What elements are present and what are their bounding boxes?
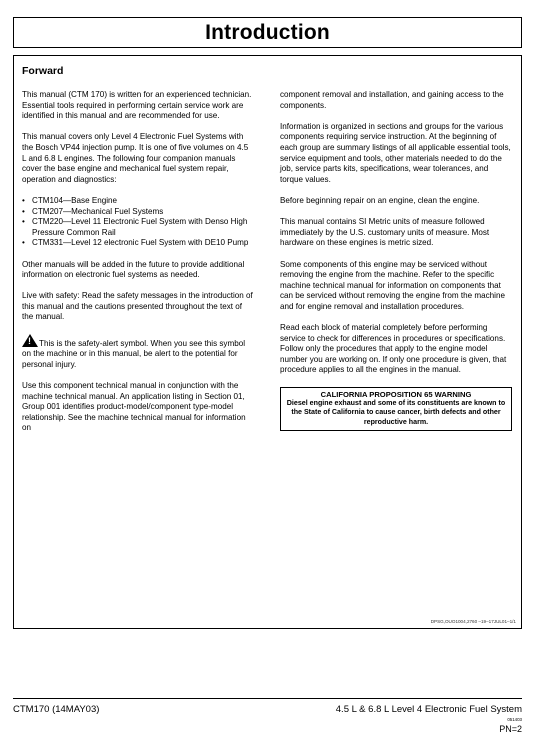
warning-title: CALIFORNIA PROPOSITION 65 WARNING (320, 389, 472, 399)
paragraph: This manual (CTM 170) is written for an experienced technician. Essential tools required in performing certain service work are identified in this manual and are recommended for use. (22, 90, 252, 121)
paragraph: Use this component technical manual in conjunction with the machine technical manual. An application listing in Section 01, Group 001 identifies product-model/component type-model relationship. See the machine technical manual for information on (22, 381, 246, 433)
safety-alert-icon (22, 334, 38, 347)
footer-manual-id: CTM170 (14MAY03) (13, 704, 100, 715)
paragraph: Before beginning repair on an engine, clean the engine. (280, 195, 480, 205)
content-box (13, 55, 522, 629)
companion-manuals-list (22, 196, 254, 249)
proposition-65-warning (280, 387, 512, 431)
bullet-icon: • (22, 206, 25, 216)
bullet-icon: • (22, 195, 25, 205)
paragraph: This manual covers only Level 4 Electronic Fuel Systems with the Bosch VP44 injection pump. It is one of five volumes on 4.5 L and 6.8 L engines. The following four companion manuals cover the base engine and mechanical fuel system repair, operation and diagnostics: (22, 132, 249, 184)
title-box (13, 17, 522, 48)
footer-divider (13, 698, 522, 699)
document-reference: DPSG,OUO1004,2760 –19–17JUL01–1/1 (430, 619, 516, 624)
list-item: • CTM104—Base Engine (22, 195, 118, 205)
right-column (280, 90, 512, 431)
left-column (22, 90, 254, 445)
footer-code: 051403 (507, 717, 522, 722)
page-number: PN=2 (499, 724, 522, 734)
list-item: • CTM207—Mechanical Fuel Systems (22, 206, 164, 216)
bullet-icon: • (22, 238, 25, 248)
paragraph: Live with safety: Read the safety messages in the introduction of this manual and the cautions presented throughout the text of the manual. (22, 291, 253, 322)
paragraph: Other manuals will be added in the future to provide additional information on electronic fuel systems as needed. (22, 259, 245, 280)
bullet-icon: • (22, 217, 25, 227)
warning-text: Diesel engine exhaust and some of its constituents are known to the State of California to cause cancer, birth defects and other reproductive harm. (286, 398, 506, 426)
safety-alert-paragraph: !This is the safety-alert symbol. When you see this symbol on the machine or in this manual, be alert to the potential for personal injury. (22, 334, 254, 371)
paragraph: This manual contains SI Metric units of measure followed immediately by the U.S. customary units of measure. Most hardware on these engines is metric sized. (280, 217, 490, 248)
page-title: Introduction (205, 20, 330, 44)
paragraph: Information is organized in sections and groups for the various components requiring service instruction. At the beginning of each group are summary listings of all applicable essential tools, service equipment and tools, other materials needed to do the job, service parts kits, specifications, wear tolerances, and torque values. (280, 121, 511, 184)
section-heading: Forward (22, 65, 64, 77)
paragraph: component removal and installation, and gaining access to the components. (280, 90, 504, 110)
list-item: • CTM331—Level 12 electronic Fuel System with DE10 Pump (22, 238, 249, 248)
list-item: • CTM220—Level 11 Electronic Fuel System with Denso High Pressure Common Rail (22, 217, 248, 237)
paragraph: Read each block of material completely before performing service to check for differences in procedures or specifications. Follow only the procedures that apply to the engine model number you are working on. If only one procedure is given, that procedure applies to all the engines in the manual. (280, 323, 507, 375)
paragraph: Some components of this engine may be serviced without removing the engine from the machine. Refer to the specific machine technical manual for information on components that can be serviced without removing the engine from the machine and for engine removal and installation procedures. (280, 259, 505, 311)
footer-manual-title: 4.5 L & 6.8 L Level 4 Electronic Fuel System (335, 704, 522, 715)
